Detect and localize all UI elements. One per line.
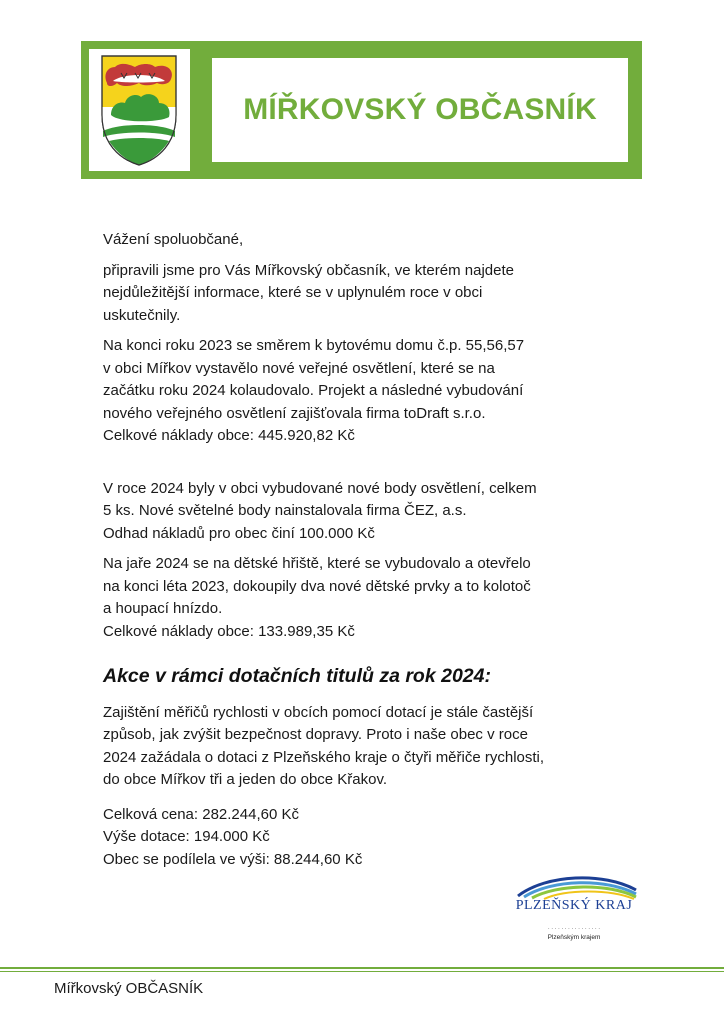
logo-wordmark: PLZEŇSKÝ KRAJ [515, 898, 633, 913]
footer-divider [0, 967, 724, 969]
text-line: v obci Mířkov vystavělo nové veřejné osvětlení, které se na [103, 359, 495, 377]
logo-subline: · · · · · · · · · · · · · · · · [547, 926, 601, 932]
text-line: V roce 2024 byly v obci vybudované nové body osvětlení, celkem [103, 479, 537, 497]
coat-of-arms-icon [99, 53, 179, 167]
text-line: na konci léta 2023, dokoupily dva nové dětské prvky a to kolotoč [103, 577, 531, 595]
text-line: začátku roku 2024 kolaudovalo. Projekt a následné vybudování [103, 382, 524, 399]
speed-meters-paragraph [103, 702, 603, 792]
total-cost: Celková cena: 282.244,60 Kč [103, 805, 299, 823]
text-line: 5 ks. Nové světelné body nainstalovala firma ČEZ, a.s. [103, 502, 467, 519]
playground-paragraph [103, 553, 603, 643]
article-body [103, 229, 603, 879]
logo-tagline: Plzeňským krajem [547, 934, 601, 941]
text-line: Odhad nákladů pro obec činí 100.000 Kč [103, 524, 375, 542]
footer-divider-thin [0, 971, 724, 972]
greeting: Vážení spoluobčané, [103, 231, 244, 248]
text-line: nejdůležitější informace, které se v uplynulém roce v obci [103, 284, 483, 301]
text-line: Zajištění měřičů rychlosti v obcích pomocí dotací je stále častější [103, 703, 534, 721]
lighting-cost: Celkové náklady obce: 445.920,82 Kč [103, 427, 355, 444]
text-line: způsob, jak zvýšit bezpečnost dopravy. Proto i naše obec v roce [103, 726, 528, 743]
page-title: MÍŘKOVSKÝ OBČASNÍK [243, 93, 597, 126]
plzensky-kraj-logo [510, 870, 650, 950]
text-line: nového veřejného osvětlení zajišťovala firma toDraft s.r.o. [103, 404, 486, 422]
municipal-share: Obec se podílela ve výši: 88.244,60 Kč [103, 850, 363, 868]
text-line: Na jaře 2024 se na dětské hřiště, které se vybudovalo a otevřelo [103, 555, 531, 572]
text-line: 2024 zažádala o dotaci z Plzeňského kraje o čtyři měřiče rychlosti, [103, 748, 545, 766]
title-panel [212, 58, 628, 162]
text-line: a houpací hnízdo. [103, 600, 223, 617]
costs-block [103, 804, 603, 872]
lighting-paragraph [103, 335, 603, 448]
text-line: Na konci roku 2023 se směrem k bytovému domu č.p. 55,56,57 [103, 337, 525, 354]
subsidy-amount: Výše dotace: 194.000 Kč [103, 828, 270, 845]
crest-frame [89, 49, 190, 171]
footer-title: Mířkovský OBČASNÍK [54, 980, 204, 997]
text-line: připravili jsme pro Vás Mířkovský občasník, ve kterém najdete [103, 261, 514, 279]
text-line: uskutečnily. [103, 306, 181, 324]
plzensky-kraj-logo-icon [510, 870, 640, 900]
lighting-points-paragraph [103, 478, 603, 546]
section-heading: Akce v rámci dotačních titulů za rok 2024: [103, 665, 491, 687]
text-line: do obce Mířkov tři a jeden do obce Křakov. [103, 771, 388, 788]
playground-cost: Celkové náklady obce: 133.989,35 Kč [103, 622, 355, 640]
masthead [81, 41, 642, 179]
intro-paragraph [103, 260, 603, 328]
